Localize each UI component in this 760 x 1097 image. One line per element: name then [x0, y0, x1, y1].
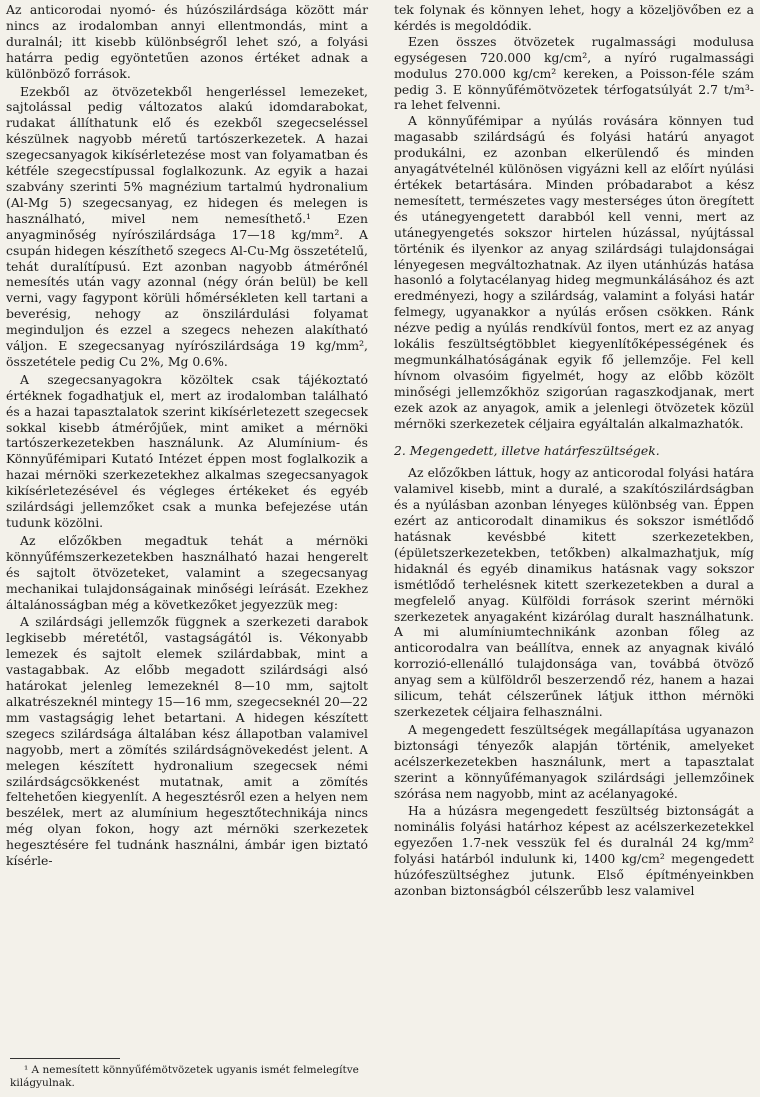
paragraph: A szegecsanyagokra közöltek csak tájékoztató értéknek fogadhatjuk el, mert az irodalomban található és a hazai tapasztalatok szerint kikísérletezett szegecsek sokkal kisebb átmérőjűek, mint amiket a mérnöki tartószerkezetekben használunk. Az Alumínium- és Könnyűfémipari Kutató Intézet éppen most foglalkozik a hazai mérnöki szerkezetekhez alkalmas szegecsanyagok kikísérletezésével és végleges értékeket és egyéb szilárdsági jellemzőket csak a munka befejezése után tudunk közölni. [6, 371, 368, 530]
footnote-divider [10, 1058, 120, 1059]
paragraph: A szilárdsági jellemzők függnek a szerkezeti darabok legkisebb méretétől, vastagságától is. Vékonyabb lemezek és sajtolt elemek szilárdabbak, mint a vastagabbak. Az előbb megadott szilárdsági alsó határokat jelenleg lemezeknél 8—10 mm, sajtolt alkatrészeknél mintegy 15—16 mm, szegecseknél 20—22 mm vastagságig lehet betartani. A hidegen készített szegecs szilárdsága általában kész állapotban valamivel nagyobb, mert a zömítés szilárdságnövekedést jelent. A melegen készített hydronalium szegecsek némi szilárdságcsökkenést mutatnak, amit a zömítés feltehetően kiegyenlít. A hegesztésről ezen a helyen nem beszélek, mert az alumínium hegesztőtechnikája nincs még olyan fokon, hogy azt mérnöki szerkezetek hegesztésére fel tudnánk használni, ámbár igen biztató kísérle- [6, 614, 368, 869]
paragraph: Az anticorodai nyomó- és húzószilárdsága között már nincs az irodalomban annyi ellentmondás, mint a duralnál; itt kisebb különbségről lehet szó, a folyási határra pedig egyöntetűen azonos értéket adnak a különböző források. [6, 2, 368, 81]
paragraph: Ezen összes ötvözetek rugalmassági modulusa egységesen 720.000 kg/cm², a nyíró rugalmassági modulus 270.000 kg/cm² kereken, a Poisson-féle szám pedig 3. E könnyűfémötvözetek térfogatsúlyát 2.7 t/m³-ra lehet felvenni. [394, 33, 754, 113]
footnote: ¹ A nemesített könnyűfémötvözetek ugyanis ismét felmelegítve kilágyulnak. [10, 1064, 359, 1089]
paragraph: Ha a húzásra megengedett feszültség biztonságát a nominális folyási határhoz képest az acélszerkezetekkel egyezően 1.7-nek vesszük fel és duralnál 24 kg/mm² folyási határból indulunk ki, 1400 kg/cm² megengedett húzófeszültséghez jutunk. Első építményeinkben azonban biztonságból célszerűbb lesz valamivel [394, 803, 754, 898]
paragraph: A könnyűfémipar a nyúlás rovására könnyen tud magasabb szilárdságú és folyási határú anyagot produkálni, ez azonban elkerülendő és minden anyagátvételnél különösen vigyázni kell az előírt nyúlási értékek betartására. Minden próbadarabot a kész nemesített, természetes vagy mesterséges úton öregített és utánegyengetett darabból kell venni, mert az utánegyengetés sokszor hirtelen húzással, nyújtással történik és ilyenkor az anyag szilárdsági tulajdonságai lényegesen megváltozhatnak. Az ilyen utánhúzás hatása hasonló a folytacélanyag hideg megmunkálásához és azt eredményezi, hogy a szilárdság, valamint a folyási határ felmegy, ugyanakkor a nyúlás erősen csökken. Ránk nézve pedig a nyúlás rendkívül fontos, mert ez az anyag lokális feszültségtöbblet kiegyenlítőképességének és megmunkálhatóságának egyik fő jellemzője. Fel kell hívnom olvasóim figyelmét, hogy az előbb közölt minőségi jellemzőkhöz szigorúan ragaszkodjanak, mert ezek azok az anyagok, amik a jelenlegi ötvözetek közül mérnöki szerkezetek céljaira egyáltalán alkalmazhatók. [394, 113, 754, 431]
paragraph: Ezekből az ötvözetekből hengerléssel lemezeket, sajtolással pedig változatos alakú idomdarabokat, rudakat állíthatunk elő és ezekből szegecseléssel készülnek nagyobb méretű tartószerkezetek. A hazai szegecsanyagok kikísérletezése most van folyamatban és kétféle szegecstípussal foglalkozunk. Az egyik a hazai szabvány szerinti 5% magnézium tartalmú hydronalium (Al-Mg 5) szegecsanyag, ez hidegen és melegen is használható, mivel nem nemesíthető.¹ Ezen anyagminőség nyírószilárdsága 17—18 kg/mm². A csupán hidegen készíthető szegecs Al-Cu-Mg összetételű, tehát duralítípusú. Ezt azonban nagyobb átmérőnél nemesítés után vagy azonnal (négy órán belül) be kell verni, vagy fagypont körüli hőmérsékleten kell tartani a beverésig, nehogy az önszilárdulási folyamat meginduljon és ezzel a szegecs nehezen alakítható váljon. E szegecsanyag nyírószilárdsága 19 kg/mm², összetétele pedig Cu 2%, Mg 0.6%. [6, 83, 368, 369]
section-heading: 2. Megengedett, illetve határfeszültségek. [394, 443, 660, 459]
paragraph: Az előzőkben láttuk, hogy az anticorodal folyási határa valamivel kisebb, mint a duralé, a szakítószilárdságban és a nyúlásban azonban lényeges különbség van. Éppen ezért az anticorodalt dinamikus és sokszor ismétlődő hatásnak kevésbbé kitett szerkezetekben, (épületszerkezetekben, tetőkben) alkalmazhatjuk, míg hidaknál és egyéb dinamikus hatásnak vagy sokszor ismétlődő terhelésnek kitett szerkezetekben a dural a megfelelő anyag. Külföldi források szerint mérnöki szerkezetek anyagaként kizárólag duralt használhatunk. A mi alumíniumtechnikánk azonban főleg az anticorodalra van beállítva, ennek az anyagnak kiváló korrozió-ellenálló tulajdonsága van, továbbá ötvöző anyag sem a külföldről beszerzendő réz, hanem a hazai silicum, tehát célszerűnek látjuk itthon mérnöki szerkezetek céljaira felhasználni. [394, 465, 754, 719]
paragraph: Az előzőkben megadtuk tehát a mérnöki könnyűfémszerkezetekben használható hazai hengerelt és sajtolt ötvözeteket, valamint a szegecsanyag mechanikai tulajdonságainak minőségi leírását. Ezekhez általánosságban még a következőket jegyezzük meg: [6, 532, 368, 612]
paragraph: tek folynak és könnyen lehet, hogy a közeljövőben ez a kérdés is megoldódik. [394, 2, 754, 33]
left-column [6, 2, 368, 869]
right-column [394, 2, 754, 899]
paragraph: A megengedett feszültségek megállapítása ugyanazon biztonsági tényezők alapján történik, amelyeket acélszerkezetekben használunk, mert a tapasztalat szerint a könnyűfémanyagok szilárdsági jellemzőinek szórása nem nagyobb, mint az acélanyagoké. [394, 721, 754, 801]
